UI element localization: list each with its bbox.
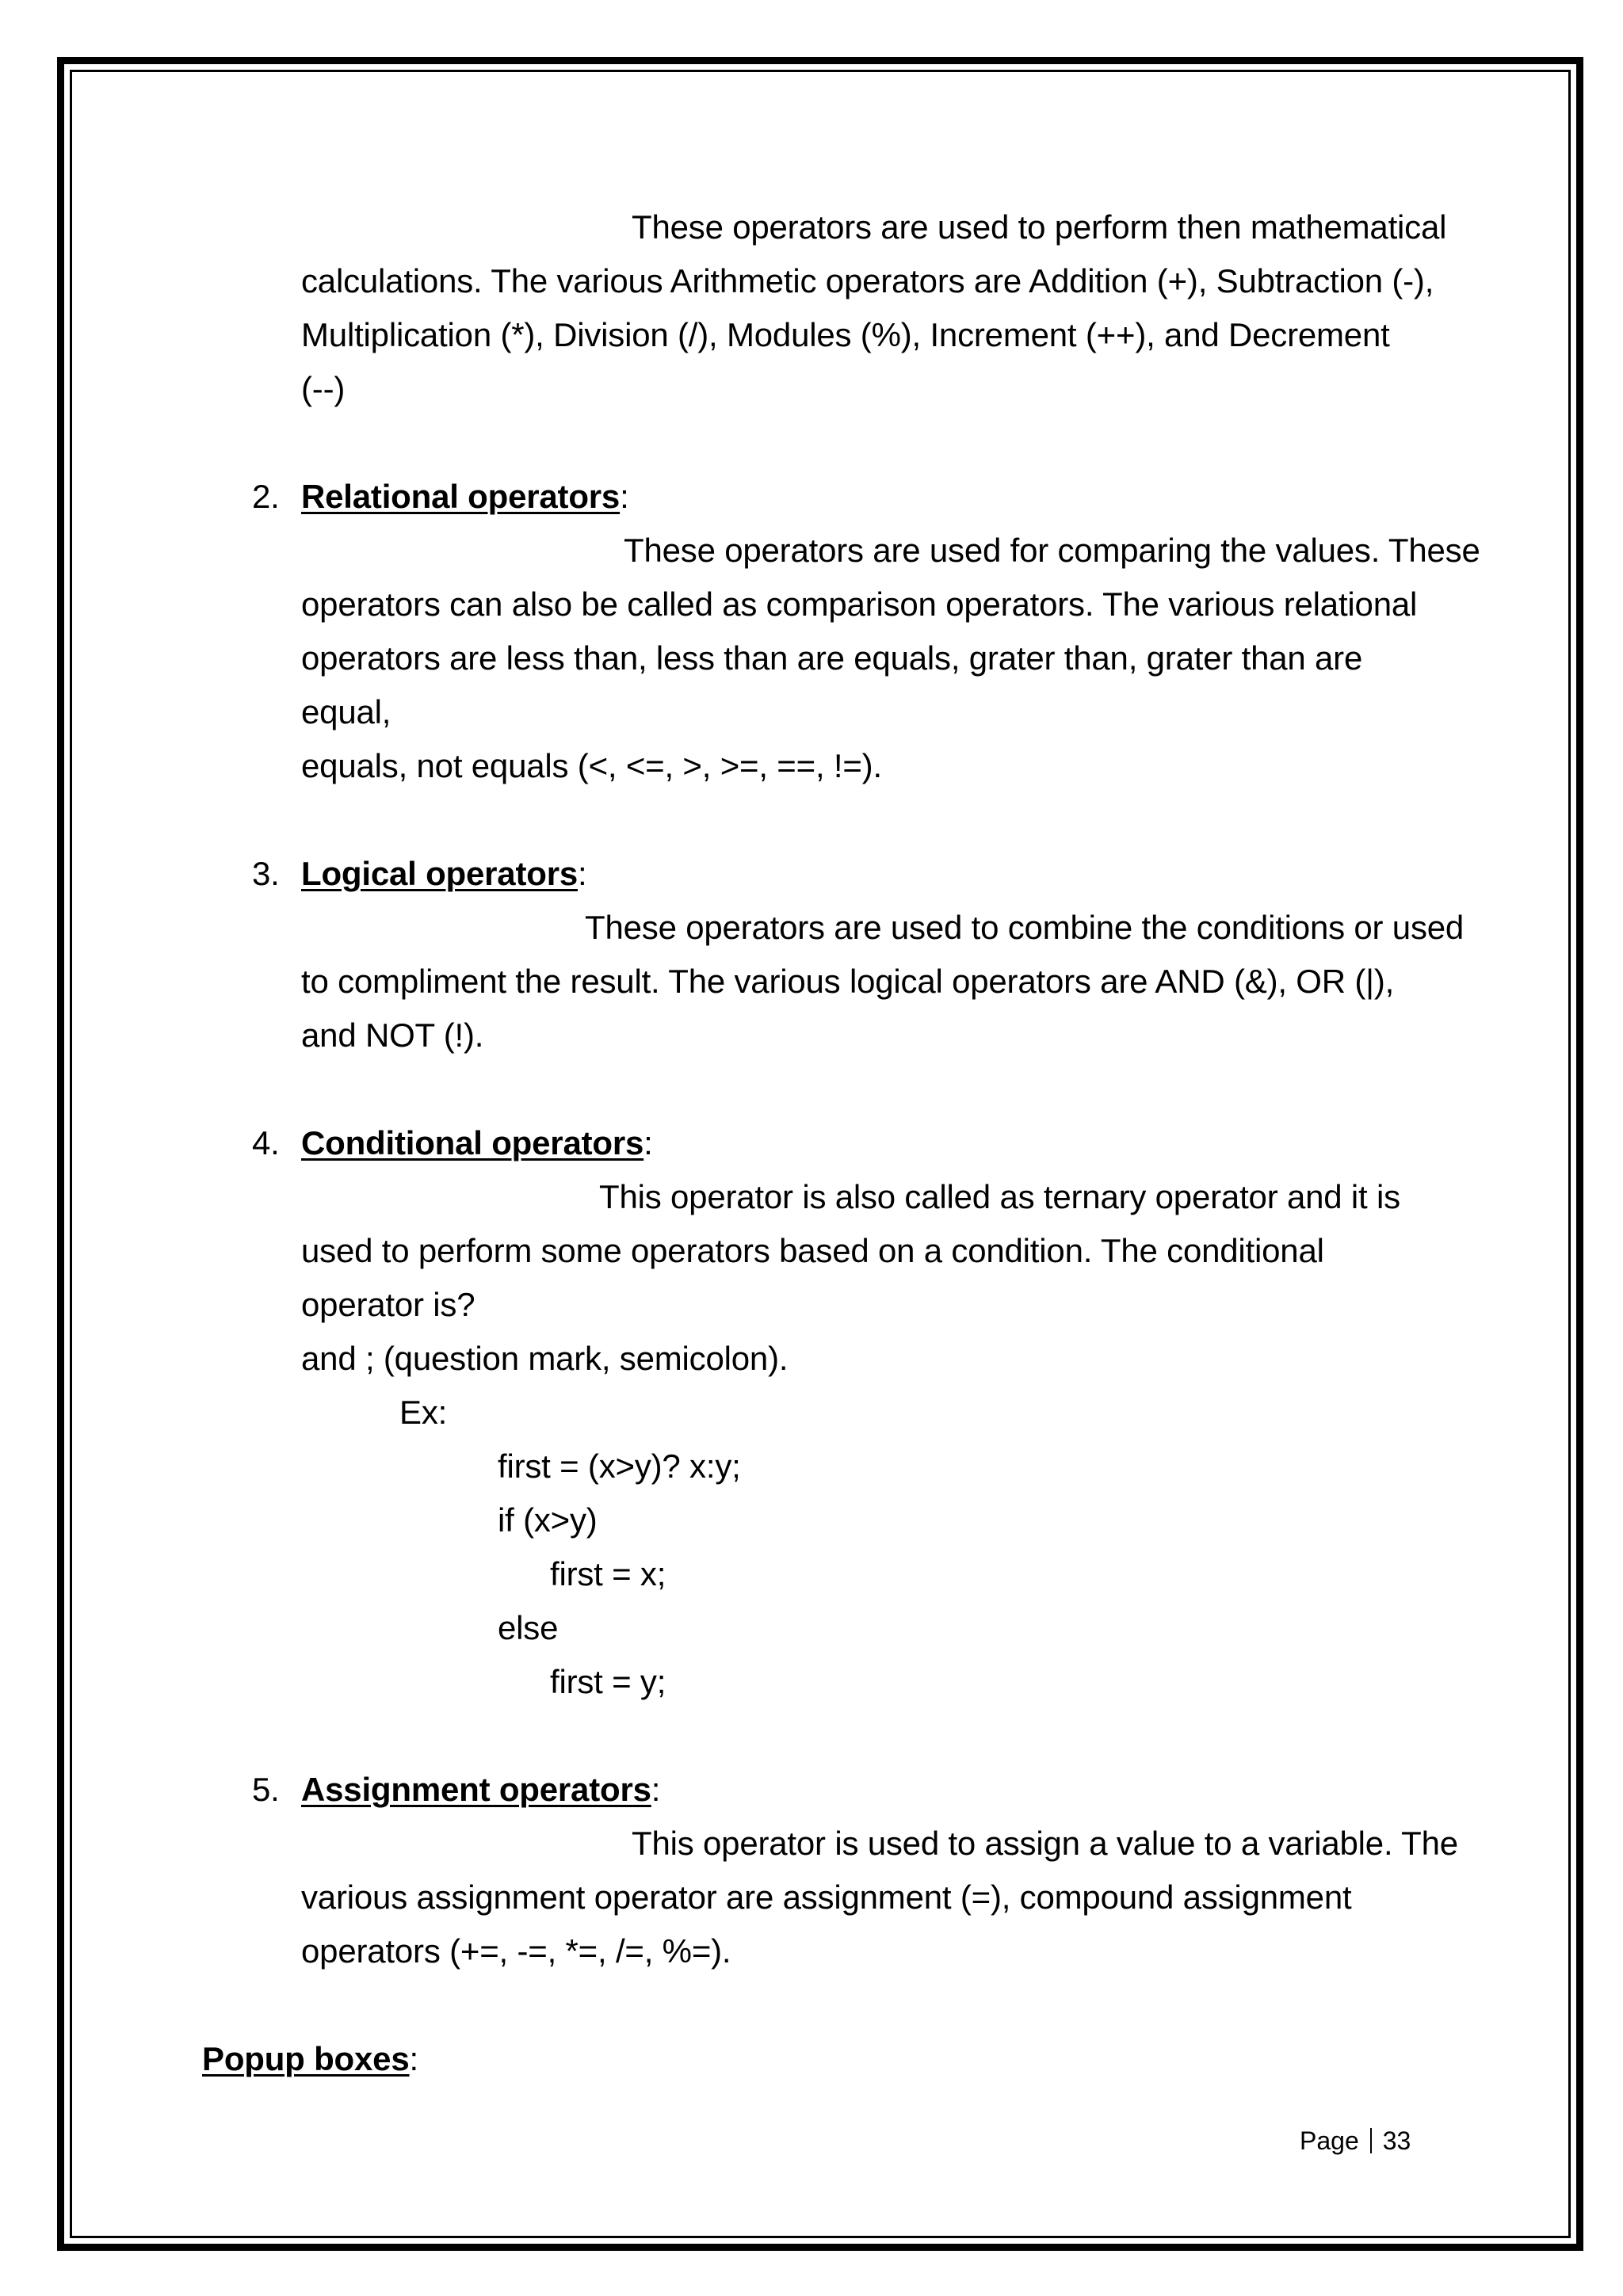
assignment-line-3: operators (+=, -=, *=, /=, %=).	[301, 1932, 731, 1970]
relational-line-2: operators can also be called as comparison operators. The various relational	[301, 585, 1418, 623]
assignment-title: Assignment operators	[301, 1771, 651, 1808]
assignment-colon: :	[651, 1771, 661, 1808]
relational-line-3: operators are less than, less than are equals, grater than, grater than are	[301, 639, 1363, 677]
relational-colon: :	[620, 478, 629, 515]
code-line-1: first = (x>y)? x:y;	[498, 1447, 741, 1485]
logical-line-3: and NOT (!).	[301, 1016, 484, 1054]
assignment-number: 5.	[252, 1771, 280, 1808]
popup-colon: :	[409, 2040, 418, 2077]
page-label: Page	[1300, 2126, 1359, 2155]
logical-title: Logical operators	[301, 855, 579, 892]
footer-separator	[1370, 2128, 1372, 2153]
conditional-number: 4.	[252, 1124, 280, 1161]
relational-title: Relational operators	[301, 478, 621, 515]
popup-title: Popup boxes	[202, 2040, 410, 2077]
conditional-heading	[301, 1116, 653, 1170]
logical-colon: :	[578, 855, 587, 892]
conditional-line-2: used to perform some operators based on a condition. The conditional	[301, 1232, 1324, 1269]
logical-heading	[301, 847, 587, 901]
example-label: Ex:	[399, 1394, 448, 1431]
page-footer	[1300, 2123, 1411, 2158]
arithmetic-line-3: Multiplication (*), Division (/), Modules (%), Increment (++), and Decrement	[301, 316, 1390, 353]
relational-heading	[301, 470, 629, 524]
relational-number: 2.	[252, 478, 280, 515]
assignment-line-2: various assignment operator are assignment (=), compound assignment	[301, 1878, 1352, 1916]
relational-line-4: equal,	[301, 693, 391, 730]
assignment-heading	[301, 1763, 660, 1817]
arithmetic-line-4: (--)	[301, 370, 346, 407]
code-line-2: if (x>y)	[498, 1501, 598, 1539]
code-line-3: first = x;	[550, 1555, 666, 1592]
logical-line-1: These operators are used to combine the conditions or used	[585, 909, 1465, 946]
conditional-title: Conditional operators	[301, 1124, 644, 1161]
code-line-4: else	[498, 1609, 559, 1646]
logical-line-2: to compliment the result. The various logical operators are AND (&), OR (|),	[301, 963, 1395, 1000]
conditional-line-3: operator is?	[301, 1286, 475, 1323]
conditional-line-1: This operator is also called as ternary operator and it is	[599, 1178, 1400, 1215]
page-number: 33	[1382, 2126, 1411, 2155]
arithmetic-line-1: These operators are used to perform then mathematical	[632, 208, 1447, 246]
popup-heading	[202, 2032, 418, 2086]
code-line-5: first = y;	[550, 1663, 666, 1700]
conditional-colon: :	[643, 1124, 653, 1161]
arithmetic-line-2: calculations. The various Arithmetic operators are Addition (+), Subtraction (-),	[301, 262, 1434, 299]
logical-number: 3.	[252, 855, 280, 892]
relational-line-1: These operators are used for comparing the values. These	[624, 532, 1480, 569]
conditional-line-4: and ; (question mark, semicolon).	[301, 1340, 789, 1377]
relational-line-5: equals, not equals (<, <=, >, >=, ==, !=).	[301, 747, 882, 784]
assignment-line-1: This operator is used to assign a value to a variable. The	[632, 1825, 1458, 1862]
